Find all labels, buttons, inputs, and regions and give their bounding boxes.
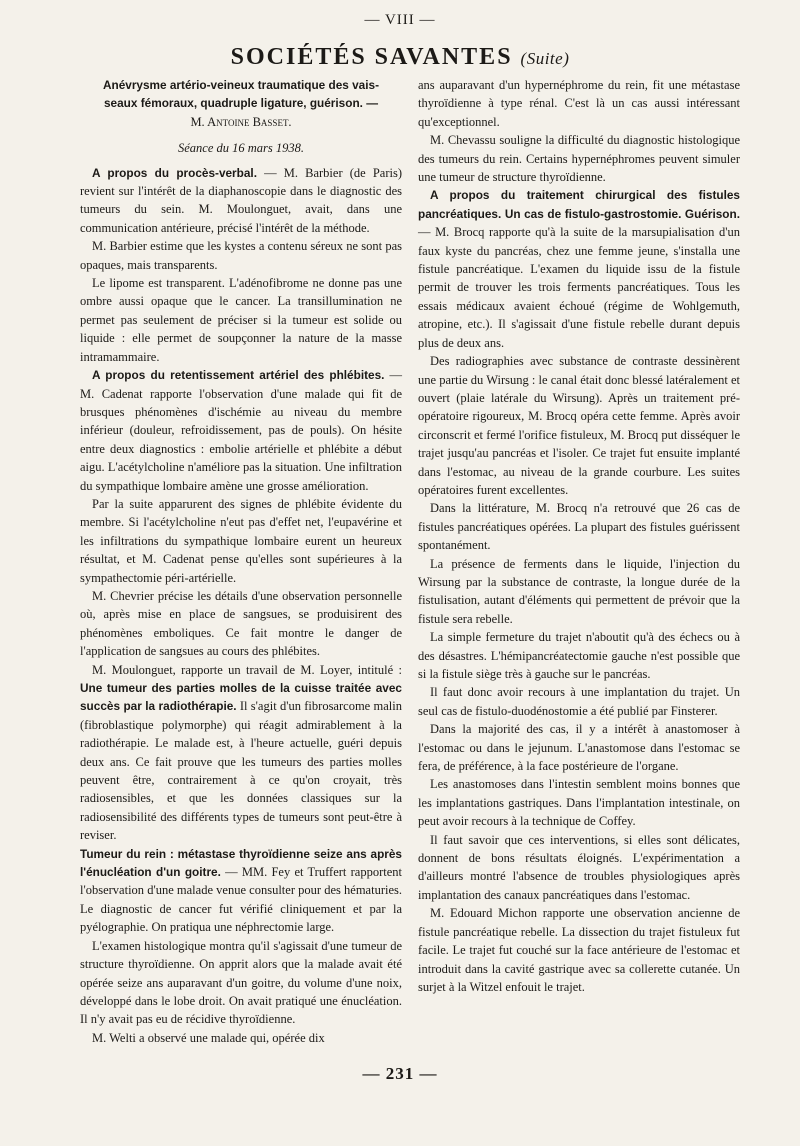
paragraph xyxy=(80,845,402,937)
paragraph xyxy=(80,366,402,495)
paragraph-heading: A propos du procès-verbal. xyxy=(92,165,257,180)
paragraph-text: — M. Brocq rapporte qu'à la suite de la marsupialisation d'un faux kyste du pancréas, chez une femme jeune, s'installa une fistule pancréatique. L'examen du liquide issu de la fistule permit de trouver les trois ferments pancréatiques. Tous les essais médicaux avaient échoué (régime de Wohlgemuth, atropine, etc.). Il s'agissait d'une fistule rebelle durant depuis plus de deux ans. xyxy=(418,225,740,350)
paragraph-text: — M. Barbier (de Paris) revient sur l'intérêt de la diaphanoscopie dans le diagnostic des tumeurs du sein. M. Moulonguet, avait, dans une communication antérieure, précisé l'intérêt de la méthode. xyxy=(80,165,402,235)
paragraph: Des radiographies avec substance de contraste dessinèrent une partie du Wirsung : le canal était donc blessé latéralement et ouvert (plaie latérale du Wirsung). Après un traitement pré-opératoire rigoureux, M. Brocq opéra cette femme. Après avoir circonscrit et fermé l'orifice fistuleux, M. Brocq put disséquer le trajet jusqu'au pancréas et l'isoler. Ce trajet fut ensuite implanté dans l'estomac, au niveau de la grande courbure. Les suites opératoires furent excellentes. xyxy=(418,354,740,497)
article-title-line1: Anévrysme artério-veineux traumatique des vais- xyxy=(102,78,380,92)
paragraph-heading: Tumeur du rein : métastase thyroïdienne seize ans après l'énucléation d'un goitre. xyxy=(80,846,402,880)
paragraph: Il faut donc avoir recours à une implantation du trajet. Un seul cas de fistulo-duodénostomie a été publié par Finsterer. xyxy=(418,685,740,718)
paragraph xyxy=(80,661,402,845)
paragraph: L'examen histologique montra qu'il s'agissait d'une tumeur de structure thyroïdienne. On apprit alors que la malade avait été opérée seize ans auparavant d'un goitre, du volume d'une noix, développé dans le lobe droit. On avait pratiqué une énucléation. Il n'y avait pas eu de récidive thyroïdienne. xyxy=(80,938,402,1027)
article-title-line2: seaux fémoraux, quadruple ligature, guérison. — xyxy=(103,96,378,111)
paragraph: M. Chevassu souligne la difficulté du diagnostic histologique des tumeurs du rein. Certains hypernéphromes peuvent simuler une tumeur de structure thyroïdienne. xyxy=(418,133,740,185)
paragraph-text: — MM. Fey et Truffert rapportent l'observation d'une malade venue consulter pour des hématuries. Le diagnostic de cancer fut vérifié cliniquement et par la pyélographie. On pratiqua une néphrectomie large. xyxy=(80,865,402,935)
paragraph: M. Edouard Michon rapporte une observation ancienne de fistule pancréatique rebelle. La dissection du trajet fistuleux fut facile. Le trajet fut couché sur la face antérieure de l'estomac et introduit dans la cavité gastrique avec sa collerette cutanée. Un surjet à la Witzel enfouit le trajet. xyxy=(418,906,740,994)
paragraph: Il faut savoir que ces interventions, si elles sont délicates, donnent de bons résultats éloignés. L'expérimentation a d'ailleurs montré l'absence de troubles physiologiques après implantation des canaux pancréatiques dans l'estomac. xyxy=(418,832,740,902)
paragraph-text: — M. Cadenat rapporte l'observation d'une malade qui fit de brusques phénomènes d'ischémie au niveau du membre inférieur (douleur, refroidissement, pas de pouls). On hésite entre deux diagnostics : embolie artérielle et phlébite a début aigu. L'acétylcholine n'améliore pas la situation. Une infiltration du sympathique lombaire amène une grosse amélioration. xyxy=(80,368,403,493)
paragraph: M. Welti a observé une malade qui, opérée dix xyxy=(92,1030,325,1045)
paragraph: Les anastomoses dans l'intestin semblent moins bonnes que les implantations gastriques. Dans l'implantation intestinale, on peut avoir recours à la technique de Coffey. xyxy=(418,777,740,829)
section-title xyxy=(0,44,800,71)
paragraph: M. Chevrier précise les détails d'une observation personnelle où, après mise en place de sangsues, se produisirent des phénomènes emboliques. Ce fait montre le danger de l'application de sangsues au cours des phlébites. xyxy=(80,588,402,659)
session-date: Séance du 16 mars 1938. xyxy=(177,141,305,156)
article-author: M. Antoine Basset. xyxy=(190,114,292,129)
paragraph: Par la suite apparurent des signes de phlébite évidente du membre. Si l'acétylcholine n'eut pas d'effet net, l'eupavérine et les infiltrations du sympathique lombaire eurent un heureux résultat, et M. Cadenat pense qu'elles sont supérieures à la sympathectomie péri-artérielle. xyxy=(80,496,402,585)
section-title-text: SOCIÉTÉS SAVANTES xyxy=(230,44,513,70)
paragraph: Dans la littérature, M. Brocq n'a retrouvé que 26 cas de fistules pancréatiques opérées. La plupart des fistules guérissent spontanément. xyxy=(418,501,740,553)
paragraph-heading: A propos du retentissement artériel des phlébites. xyxy=(92,368,385,383)
right-column xyxy=(418,76,740,996)
page-marker: — VIII — xyxy=(364,12,436,28)
paragraph-heading: Une tumeur des parties molles de la cuisse traitée avec succès par la radiothérapie. xyxy=(80,681,402,714)
left-column xyxy=(80,76,402,1047)
paragraph: ans auparavant d'un hypernéphrome du rein, fit une métastase thyroïdienne à type rénal. C'est là un cas aussi intéressant qu'exceptionnel. xyxy=(418,78,740,129)
paragraph xyxy=(418,186,740,352)
paragraph: M. Barbier estime que les kystes a contenu séreux ne sont pas opaques, mais transparents. xyxy=(80,239,402,272)
paragraph: La simple fermeture du trajet n'aboutit qu'à des échecs ou à des désastres. L'hémipancréatectomie gauche n'est possible que si la fistule siège très à gauche sur le pancréas. xyxy=(418,630,740,681)
paragraph xyxy=(80,164,402,238)
paragraph-heading: A propos du traitement chirurgical des fistules pancréatiques. Un cas de fistulo-gastrostomie. Guérison. xyxy=(418,188,740,221)
page-number: — 231 — xyxy=(362,1064,438,1083)
paragraph: La présence de ferments dans le liquide, l'injection du Wirsung par la substance de contraste, la longue durée de la fistulisation, autant d'éléments qui permettent de prévoir que la fistule sera rebelle. xyxy=(418,556,740,626)
section-title-suite: (Suite) xyxy=(520,49,570,68)
paragraph-text: Il s'agit d'un fibrosarcome malin (fibroblastique polymorphe) qui réagit admirablement à la radiothérapie. Le malade est, à l'heure actuelle, guéri depuis deux ans. Ce fait prouve que les tumeurs des parties molles peuvent être, contrairement à ce qu'on croyait, très radiosensibles, et que les données classiques sur la radiosensibilité des différents types de tumeurs sont peut-être à reviser. xyxy=(80,699,402,843)
paragraph: Dans la majorité des cas, il y a intérêt à anastomoser à l'estomac ou dans le jejunum. L'anastomose dans l'estomac se fera, de préférence, à la face postérieure de l'organe. xyxy=(418,722,740,774)
paragraph: Le lipome est transparent. L'adénofibrome ne donne pas une ombre aussi opaque que le cancer. La transillumination ne permet pas seulement de préciser si la tumeur est solide ou liquide : elle permet de soupçonner la nature de la masse intramammaire. xyxy=(80,276,402,364)
paragraph-text: M. Moulonguet, rapporte un travail de M. Loyer, intitulé : xyxy=(92,662,402,677)
